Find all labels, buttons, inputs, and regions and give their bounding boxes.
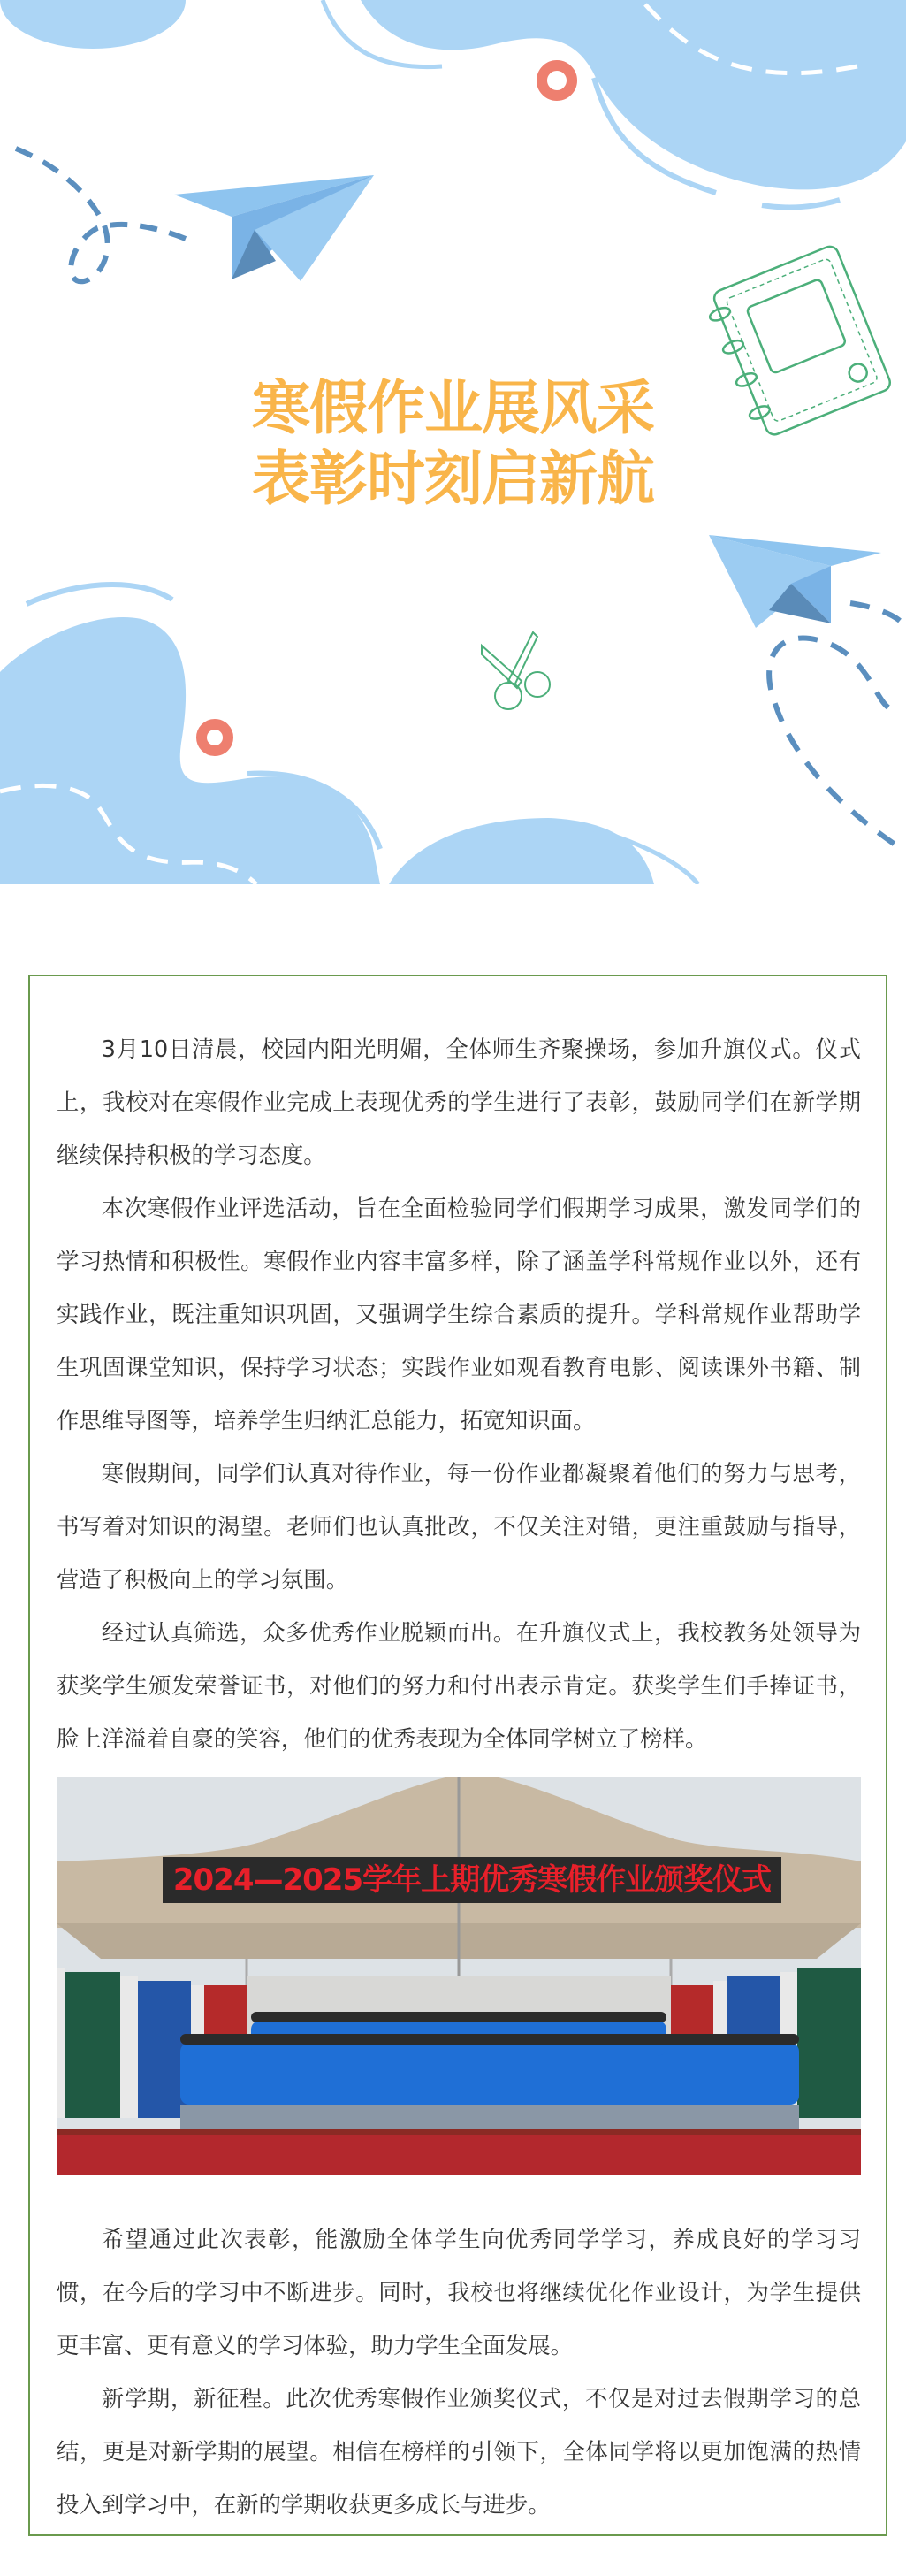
- blob-top-right: [361, 0, 906, 189]
- article-box: [28, 975, 887, 2536]
- ring-icon: [542, 65, 572, 96]
- paragraph: 本次寒假作业评选活动，旨在全面检验同学们假期学习成果，激发同学们的学习热情和积极性。寒假作业内容丰富多样，除了涵盖学科常规作业以外，还有实践作业，既注重知识巩固，又强调学生综合素质的提升。学科常规作业帮助学生巩固课堂知识，保持学习状态；实践作业如观看教育电影、阅读课外书籍、制作思维导图等，培养学生归纳汇总能力，拓宽知识面。: [57, 1195, 861, 1433]
- led-banner: [163, 1857, 781, 1903]
- led-banner-text: 2024—2025学年上期优秀寒假作业颁奖仪式: [172, 1862, 772, 1898]
- blob-top-left: [0, 0, 186, 49]
- scissors-icon: [482, 632, 550, 709]
- blob-bottom-center: [389, 818, 654, 884]
- ceremony-photo: [57, 1777, 861, 2175]
- title-line-1: 寒假作业展风采: [252, 374, 654, 442]
- paragraph: 寒假期间，同学们认真对待作业，每一份作业都凝聚着他们的努力与思考，书写着对知识的渴望。老师们也认真批改，不仅关注对错，更注重鼓励与指导，营造了积极向上的学习氛围。: [57, 1460, 861, 1593]
- paragraph: 新学期，新征程。此次优秀寒假作业颁奖仪式，不仅是对过去假期学习的总结，更是对新学期的展望。相信在榜样的引领下，全体同学将以更加饱满的热情投入到学习中，在新的学期收获更多成长与进步。: [57, 2385, 861, 2518]
- paragraph: 经过认真筛选，众多优秀作业脱颖而出。在升旗仪式上，我校教务处领导为获奖学生颁发荣誉证书，对他们的努力和付出表示肯定。获奖学生们手捧证书，脸上洋溢着自豪的笑容，他们的优秀表现为全体同学树立了榜样。: [57, 1619, 861, 1752]
- paper-plane-icon: [709, 535, 881, 628]
- paragraph: 3月10日清晨，校园内阳光明媚，全体师生齐聚操场，参加升旗仪式。仪式上，我校对在寒假作业完成上表现优秀的学生进行了表彰，鼓励同学们在新学期继续保持积极的学习态度。: [57, 1036, 861, 1168]
- ring-icon: [202, 724, 228, 751]
- header-banner: [0, 0, 906, 884]
- paper-plane-icon: [174, 175, 374, 281]
- article-body: [57, 1022, 861, 2531]
- title-line-2: 表彰时刻启新航: [252, 445, 654, 513]
- paragraph: 希望通过此次表彰，能激励全体学生向优秀同学学习，养成良好的学习习惯，在今后的学习中不断进步。同时，我校也将继续优化作业设计，为学生提供更丰富、更有意义的学习体验，助力学生全面发展。: [57, 2226, 861, 2358]
- blob-bottom-left: [0, 617, 380, 884]
